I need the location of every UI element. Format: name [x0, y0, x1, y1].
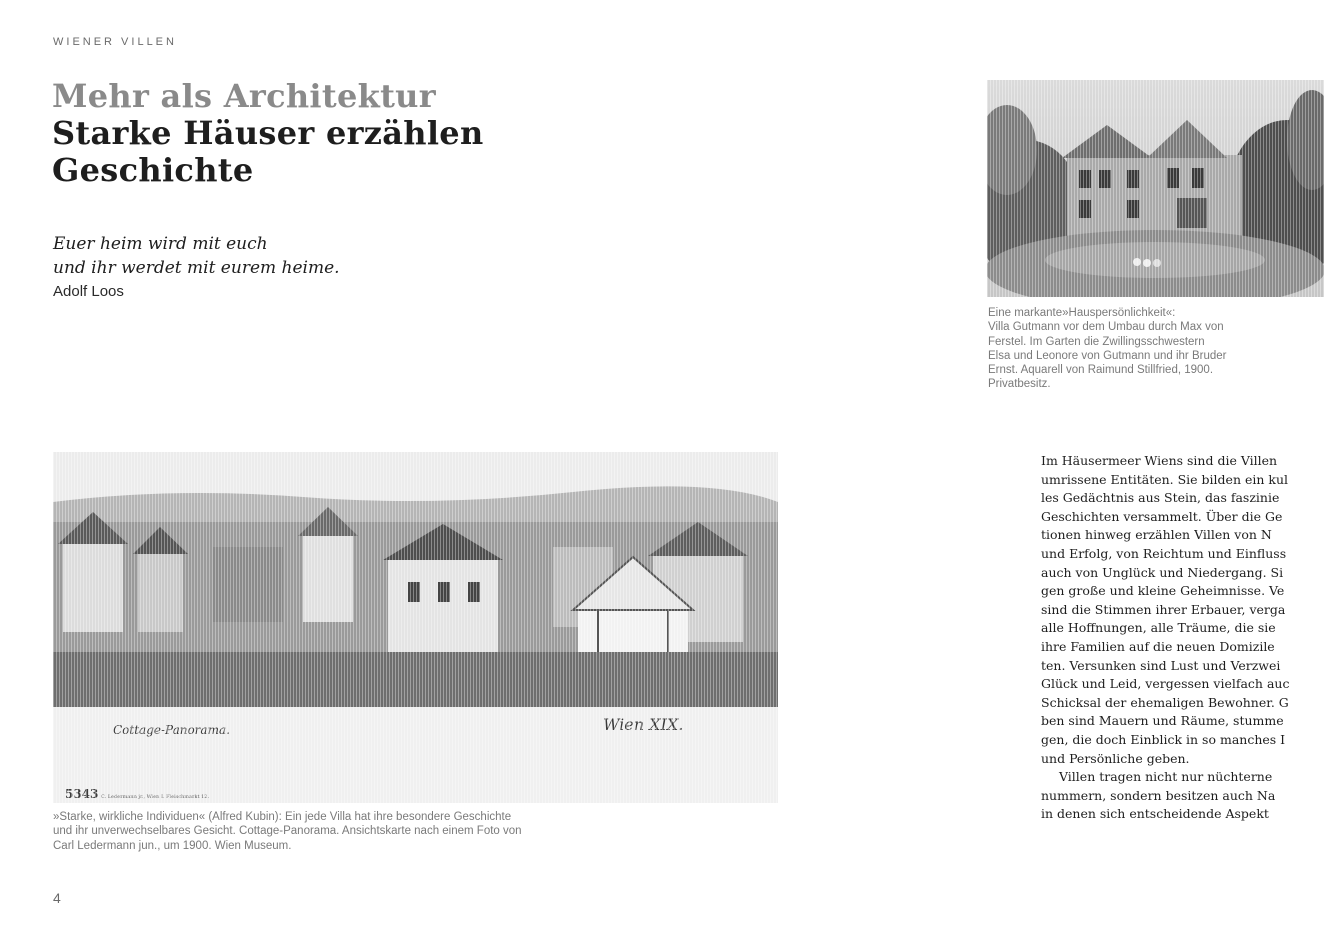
body-line: ben sind Mauern und Räume, stumme	[1041, 713, 1284, 729]
caption-line: Ernst. Aquarell von Raimund Stillfried, 1900.	[988, 364, 1214, 377]
body-line: Im Häusermeer Wiens sind die Villen	[1041, 453, 1278, 468]
body-line: ten. Versunken sind Lust und Verzwei	[1041, 657, 1281, 673]
title-line-2: Starke Häuser erzählen	[52, 114, 484, 152]
title-line-1: Mehr als Architektur	[52, 77, 436, 115]
panorama-caption	[53, 810, 743, 853]
caption-line: Villa Gutmann vor dem Umbau durch Max von	[988, 321, 1224, 334]
caption-line: Eine markante»Hauspersönlichkeit«:	[988, 307, 1176, 319]
villa-gutmann-image	[987, 80, 1324, 297]
body-line: in denen sich entscheidende Aspekt	[1041, 806, 1269, 822]
caption-line: Carl Ledermann jun., um 1900. Wien Museum.	[53, 839, 292, 852]
body-line: alle Hoffnungen, alle Träume, die sie	[1041, 620, 1276, 636]
caption-line: und ihr unverwechselbares Gesicht. Cottage-Panorama. Ansichtskarte nach einem Foto von	[53, 825, 522, 838]
chapter-title	[52, 78, 652, 189]
villa-gutmann-caption	[988, 306, 1324, 392]
body-line: ihre Familien auf die neuen Domizile	[1041, 638, 1275, 654]
title-line-3: Geschichte	[52, 151, 254, 189]
body-line: les Gedächtnis aus Stein, das faszinie	[1041, 490, 1280, 506]
caption-line: Elsa und Leonore von Gutmann und ihr Bruder	[988, 349, 1227, 362]
body-line: Geschichten versammelt. Über die Ge	[1041, 508, 1283, 524]
caption-line: »Starke, wirkliche Individuen« (Alfred Kubin): Ein jede Villa hat ihre besondere Geschichte	[53, 811, 512, 823]
epigraph	[53, 232, 553, 304]
caption-line: Ferstel. Im Garten die Zwillingsschwestern	[988, 335, 1205, 348]
body-line: sind die Stimmen ihrer Erbauer, verga	[1041, 601, 1286, 617]
body-line: und Persönliche geben.	[1041, 750, 1190, 766]
body-line: Villen tragen nicht nur nüchterne	[1059, 769, 1273, 785]
body-line: tionen hinweg erzählen Villen von N	[1041, 527, 1272, 543]
epigraph-line-1: Euer heim wird mit euch	[53, 234, 268, 254]
caption-line: Privatbesitz.	[988, 378, 1051, 391]
body-line: gen große und kleine Geheimnisse. Ve	[1041, 583, 1285, 599]
body-text	[1041, 452, 1324, 824]
page-number: 4	[53, 890, 61, 906]
body-line: umrissene Entitäten. Sie bilden ein kul	[1041, 471, 1289, 487]
epigraph-author: Adolf Loos	[53, 283, 124, 300]
body-line: Glück und Leid, vergessen vielfach auc	[1041, 676, 1290, 692]
body-line: und Erfolg, von Reichtum und Einfluss	[1041, 545, 1287, 561]
cottage-panorama-image	[53, 452, 778, 803]
cottage-panorama-postcard	[53, 452, 778, 803]
body-line: auch von Unglück und Niedergang. Si	[1041, 564, 1284, 580]
body-line: nummern, sondern besitzen auch Na	[1041, 787, 1276, 803]
epigraph-line-2: und ihr werdet mit eurem heime.	[53, 258, 340, 278]
body-line: Schicksal der ehemaligen Bewohner. G	[1041, 694, 1289, 710]
body-line: gen, die doch Einblick in so manches I	[1041, 731, 1286, 747]
villa-gutmann-illustration	[987, 80, 1324, 297]
running-head: WIENER VILLEN	[53, 36, 177, 48]
